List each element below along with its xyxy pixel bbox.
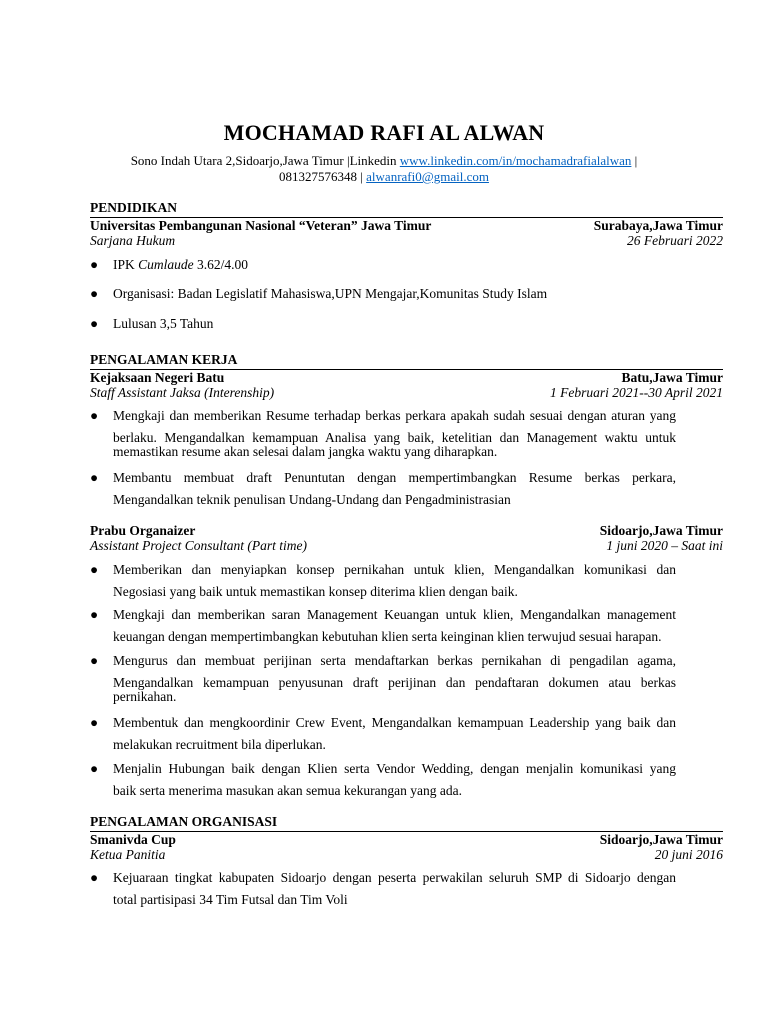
org-role: Ketua Panitia bbox=[90, 847, 166, 862]
bullet-icon: ● bbox=[90, 653, 99, 668]
bullet-icon: ● bbox=[90, 257, 99, 272]
bullet-icon: ● bbox=[90, 607, 99, 622]
section-title-work: PENGALAMAN KERJA bbox=[90, 352, 238, 367]
email-link[interactable]: alwanrafi0@gmail.com bbox=[366, 169, 489, 184]
job-role: Staff Assistant Jaksa (Interenship) bbox=[90, 385, 275, 400]
candidate-name: MOCHAMAD RAFI AL ALWAN bbox=[223, 120, 545, 145]
job-date: 1 Februari 2021--30 April 2021 bbox=[550, 385, 723, 400]
institution-location: Surabaya,Jawa Timur bbox=[593, 218, 723, 233]
phone-text: 081327576348 | bbox=[279, 169, 367, 184]
job-role: Assistant Project Consultant (Part time) bbox=[90, 538, 307, 553]
org-date: 20 juni 2016 bbox=[654, 847, 723, 862]
bullet-icon: ● bbox=[90, 408, 99, 423]
institution-name: Universitas Pembangunan Nasional “Veteran” Jawa Timur bbox=[90, 218, 432, 233]
contact-line-1: Sono Indah Utara 2,Sidoarjo,Jawa Timur |Linkedin www.linkedin.com/in/mochamadrafialalwan | bbox=[130, 153, 638, 168]
address-text: Sono Indah Utara 2,Sidoarjo,Jawa Timur |Linkedin bbox=[130, 153, 400, 168]
bullet-icon: ● bbox=[90, 316, 99, 331]
resume-page: MOCHAMAD RAFI AL ALWAN Sono Indah Utara 2,Sidoarjo,Jawa Timur |Linkedin www.linkedin.com/in/mochamadrafialalwan | 081327576348 | alwanrafi0@gmail.com PENDIDIKAN Universitas Pembangunan Nasional “Veteran” Jawa Timur Surabaya,Jawa Timur Sarjana Hukum 26 Februari 2022 ● IPK Cumlaude 3.62/4.00 ● Organisasi: Badan Legislatif Mahasiswa,UPN Mengajar,Komunitas Study Islam ● Lulusan 3,5 Tahun PENGALAMAN KERJA Kejaksaan Negeri Batu Batu,Jawa Timur Staff Assistant Jaksa (Interenship) 1 Februari 2021--30 April 2021 ● Mengkaji dan memberikan Resume terhadap berkas perkara apakah sudah sesuai dengan aturan yang berlaku. Mengandalkan kemampuan Analisa yang baik, ketelitian dan Management waktu untuk memastikan resume akan selesai dalam jangka waktu yang diharapkan. ● Membantu membuat draft Penuntutan dengan mempertimbangkan Resume berkas perkara, Mengandalkan teknik penulisan Undang-Undang dan Pengadministrasian Prabu Organaizer Sidoarjo,Jawa Timur Assistant Project Consultant (Part time) 1 juni 2020 – Saat ini ● Memberikan dan menyiapkan konsep pernikahan untuk klien, Mengandalkan komunikasi dan Negosiasi yang baik untuk memastikan konsep diterima klien dengan baik. ● Mengkaji dan memberikan saran Management Keuangan untuk klien, Mengandalkan management keuangan dengan mempertimbangkan kebutuhan klien serta keinginan klien terwujud sesuai harapan. ● Mengurus dan membuat perijinan serta mendaftarkan berkas pernikahan di pengadilan agama, Mengandalkan kemampuan penyusunan draft perijinan dan pendaftaran dokumen atau berkas pernikahan. ● Membentuk dan mengkoordinir Crew Event, Mengandalkan kemampuan Leadership yang baik dan melakukan recruitment bila diperlukan. ● Menjalin Hubungan baik dengan Klien serta Vendor Wedding, dengan menjalin komunikasi yang baik serta menerima masukan akan semua kekurangan yang ada. PENGALAMAN ORGANISASI Smanivda Cup Sidoarjo,Jawa Timur Ketua Panitia 20 juni 2016 ● Kejuaraan tingkat kabupaten Sidoarjo dengan peserta perwakilan seluruh SMP di Sidoarjo dengan total partisipasi 34 Tim Futsal dan Tim Voli bbox=[0, 0, 768, 1024]
company-location: Batu,Jawa Timur bbox=[621, 370, 723, 385]
org-location: Sidoarjo,Jawa Timur bbox=[599, 832, 723, 847]
graduation-date: 26 Februari 2022 bbox=[627, 233, 723, 248]
degree: Sarjana Hukum bbox=[90, 233, 176, 248]
company-location: Sidoarjo,Jawa Timur bbox=[599, 523, 723, 538]
bullet-icon: ● bbox=[90, 715, 99, 730]
contact-line-2 bbox=[60, 169, 708, 185]
bullet-icon: ● bbox=[90, 761, 99, 776]
section-title-education: PENDIDIKAN bbox=[90, 200, 178, 215]
linkedin-link[interactable]: www.linkedin.com/in/mochamadrafialalwan bbox=[399, 153, 632, 168]
org-name: Smanivda Cup bbox=[90, 832, 176, 847]
section-title-organization: PENGALAMAN ORGANISASI bbox=[90, 814, 278, 829]
bullet-icon: ● bbox=[90, 562, 99, 577]
company-name: Kejaksaan Negeri Batu bbox=[90, 370, 225, 385]
job-date: 1 juni 2020 – Saat ini bbox=[606, 538, 723, 553]
company-name: Prabu Organaizer bbox=[90, 523, 196, 538]
bullet-icon: ● bbox=[90, 470, 99, 485]
bullet-icon: ● bbox=[90, 286, 99, 301]
bullet-icon: ● bbox=[90, 870, 99, 885]
